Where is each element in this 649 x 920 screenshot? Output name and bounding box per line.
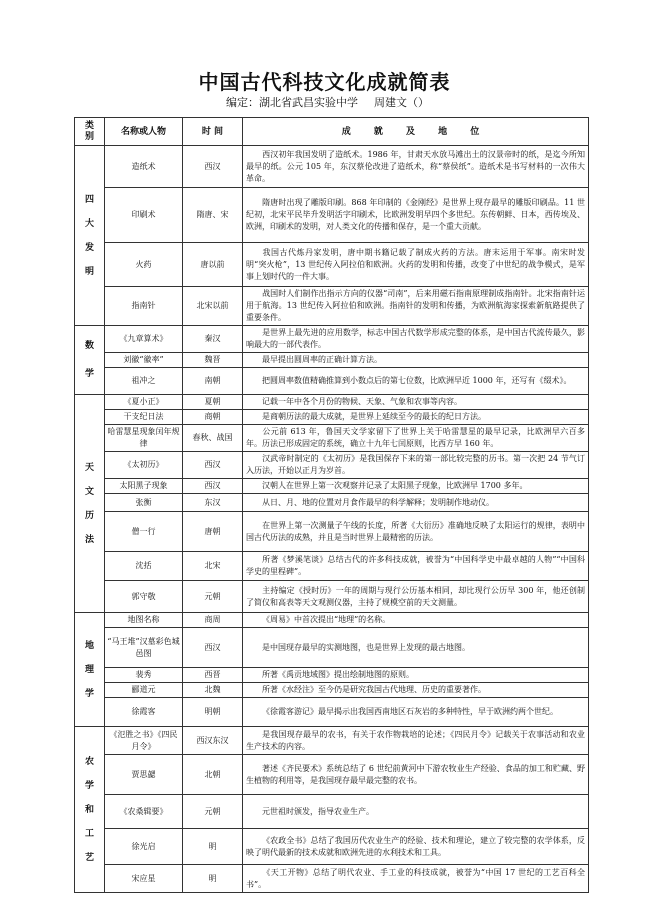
item-time: 西汉 bbox=[183, 628, 243, 668]
item-description-text: 主持编定《授时历》一年的周期与现行公历基本相同，却比现行公历早 300 年，他还创制了简仪和高表等天文观测仪器，主持了规模空前的天文测量。 bbox=[246, 585, 585, 607]
table-row bbox=[75, 683, 589, 698]
item-name: 郭守敬 bbox=[105, 581, 183, 613]
table-row bbox=[75, 628, 589, 668]
item-name: 僧一行 bbox=[105, 512, 183, 552]
item-description bbox=[243, 410, 589, 425]
item-description-text: 在世界上第一次测量子午线的长度，所著《大衍历》准确地反映了太阳运行的规律，表明中国古代历法的成熟，并且是当时世界上最精密的历法。 bbox=[246, 520, 585, 542]
item-description bbox=[243, 628, 589, 668]
table-row bbox=[75, 581, 589, 613]
item-description-text: 隋唐时出现了雕版印刷。868 年印制的《金刚经》是世界上现存最早的雕版印刷品。11 世纪初，北宋平民毕升发明活字印刷术，比欧洲发明早四个多世纪。东传朝鲜、日本，西传埃及、欧洲，印刷术的发明，对人类文化的传播和保存，是一个重大贡献。 bbox=[246, 198, 585, 231]
item-time: 西晋 bbox=[183, 668, 243, 683]
item-description-text: 《农政全书》总结了我国历代农业生产的经验、技术和理论，建立了较完整的农学体系，反映了明代最新的技术成就和欧洲先进的水利技术和工具。 bbox=[246, 835, 585, 857]
category-char: 天 bbox=[84, 462, 94, 473]
item-name: 太阳黑子现象 bbox=[105, 479, 183, 494]
table-header-row bbox=[75, 118, 589, 146]
item-time: 南朝 bbox=[183, 368, 243, 395]
item-time: 西汉东汉 bbox=[183, 727, 243, 755]
table-row bbox=[75, 494, 589, 512]
table-row bbox=[75, 613, 589, 628]
item-description-text: 是我国现存最早的农书，有关于农作物栽培的论述；《四民月令》记载关于农事活动和农业生产技术的内容。 bbox=[246, 729, 585, 751]
item-description bbox=[243, 368, 589, 395]
item-description bbox=[243, 425, 589, 452]
item-time: 明 bbox=[183, 829, 243, 865]
item-time: 元朝 bbox=[183, 795, 243, 829]
table-row bbox=[75, 326, 589, 353]
item-description-text: 战国时人们制作出指示方向的仪器“司南”，后来用磁石指南原理制成指南针。北宋指南针运用于航海。13 世纪传入阿拉伯和欧洲。指南针的发明和传播，为欧洲航海家探索新航路提供了重要条件。 bbox=[246, 289, 585, 322]
item-time: 北宋以前 bbox=[183, 287, 243, 326]
item-name: “马王堆”汉墓彩色城邑图 bbox=[105, 628, 183, 668]
item-description bbox=[243, 829, 589, 865]
item-description bbox=[243, 287, 589, 326]
category-char: 数 bbox=[84, 341, 94, 351]
item-description bbox=[243, 755, 589, 795]
item-name: 祖冲之 bbox=[105, 368, 183, 395]
category-char: 学 bbox=[84, 780, 94, 791]
item-time: 明 bbox=[183, 865, 243, 893]
table-row bbox=[75, 353, 589, 368]
item-description-text: 最早提出圆周率的正确计算方法。 bbox=[262, 355, 382, 364]
item-time: 魏晋 bbox=[183, 353, 243, 368]
item-name: 《夏小正》 bbox=[105, 395, 183, 410]
category-char: 四 bbox=[84, 194, 94, 205]
category-char: 学 bbox=[84, 688, 94, 699]
item-description-text: 汉武帝时制定的《太初历》是我国保存下来的第一部比较完整的历书。第一次把 24 节气订入历法，开始以正月为岁首。 bbox=[246, 454, 585, 475]
category-cell bbox=[75, 395, 105, 613]
table-row bbox=[75, 865, 589, 893]
table-row bbox=[75, 698, 589, 727]
item-name: 指南针 bbox=[105, 287, 183, 326]
item-time: 隋唐、宋 bbox=[183, 188, 243, 243]
table-row bbox=[75, 395, 589, 410]
item-description bbox=[243, 865, 589, 893]
category-char: 明 bbox=[84, 266, 94, 277]
item-description bbox=[243, 698, 589, 727]
category-cell bbox=[75, 146, 105, 326]
item-description bbox=[243, 395, 589, 410]
item-description-text: 是商朝历法的最大成就，是世界上延续至今的最长的纪日方法。 bbox=[262, 412, 486, 421]
item-description-text: 西汉初年我国发明了造纸术。1986 年，甘肃天水放马滩出土的汉景帝时的纸，是迄今所知最早的纸。公元 105 年，东汉蔡伦改进了造纸术，称“蔡侯纸”。造纸术是书写材料的一次伟大革命。 bbox=[246, 149, 585, 183]
item-description bbox=[243, 452, 589, 479]
item-description bbox=[243, 552, 589, 581]
item-description-text: 所著《水经注》至今仍是研究我国古代地理、历史的重要著作。 bbox=[262, 685, 486, 694]
item-name: 火药 bbox=[105, 243, 183, 287]
category-char: 历 bbox=[84, 510, 94, 521]
item-time: 春秋、战国 bbox=[183, 425, 243, 452]
item-description bbox=[243, 795, 589, 829]
item-time: 秦汉 bbox=[183, 326, 243, 353]
item-name: 裴秀 bbox=[105, 668, 183, 683]
item-time: 商周 bbox=[183, 613, 243, 628]
item-description bbox=[243, 512, 589, 552]
table-row bbox=[75, 368, 589, 395]
item-name: 郦道元 bbox=[105, 683, 183, 698]
header-category: 类 别 bbox=[75, 118, 105, 146]
item-description-text: 是世界上最先进的应用数学，标志中国古代数学形成完整的体系，是中国古代流传最久，影响最大的一部代表作。 bbox=[246, 328, 585, 349]
item-time: 明朝 bbox=[183, 698, 243, 727]
item-description bbox=[243, 668, 589, 683]
category-char: 学 bbox=[84, 369, 94, 379]
item-description-text: 《天工开物》总结了明代农业、手工业的科技成就，被誉为“中国 17 世纪的工艺百科全书”。 bbox=[246, 867, 585, 889]
item-name: 徐霞客 bbox=[105, 698, 183, 727]
table-row bbox=[75, 146, 589, 188]
item-time: 北魏 bbox=[183, 683, 243, 698]
category-char: 工 bbox=[84, 828, 94, 839]
category-cell bbox=[75, 326, 105, 395]
item-description-text: 汉朝人在世界上第一次观察并记录了太阳黑子现象，比欧洲早 1700 多年。 bbox=[262, 481, 528, 490]
achievements-table bbox=[74, 117, 589, 893]
editor-label: 编定：湖北省武昌实验中学 bbox=[226, 96, 358, 109]
item-time: 西汉 bbox=[183, 146, 243, 188]
table-row bbox=[75, 727, 589, 755]
category-char: 和 bbox=[84, 804, 94, 815]
item-name: 《氾胜之书》《四民月令》 bbox=[105, 727, 183, 755]
header-time: 时 间 bbox=[183, 118, 243, 146]
category-char: 文 bbox=[84, 486, 94, 497]
table-row bbox=[75, 479, 589, 494]
item-name: 贾思勰 bbox=[105, 755, 183, 795]
item-description-text: 《周易》中首次提出“地理”的名称。 bbox=[262, 615, 391, 624]
table-row bbox=[75, 410, 589, 425]
item-description bbox=[243, 146, 589, 188]
table-row bbox=[75, 795, 589, 829]
item-description-text: 所著《梦溪笔谈》总结古代的许多科技成就，被誉为“中国科学史中最卓越的人物”“中国科学史的里程碑”。 bbox=[246, 555, 585, 576]
item-description-text: 著述《齐民要术》系统总结了 6 世纪前黄河中下游农牧业生产经验、食品的加工和贮藏、野生植物的利用等，是我国现存最早最完整的农书。 bbox=[246, 763, 585, 785]
item-description bbox=[243, 188, 589, 243]
item-description-text: 我国古代炼丹家发明，唐中期书籍记载了制成火药的方法。唐末运用于军事。南宋时发明“突火枪”，13 世纪传入阿拉伯和欧洲。火药的发明和传播，改变了中世纪的战争模式，是军事上划时代的一件大事。 bbox=[246, 247, 585, 281]
item-description bbox=[243, 683, 589, 698]
item-name: 地图名称 bbox=[105, 613, 183, 628]
item-time: 唐以前 bbox=[183, 243, 243, 287]
item-name: 干支纪日法 bbox=[105, 410, 183, 425]
item-name: 《太初历》 bbox=[105, 452, 183, 479]
item-name: 《九章算术》 bbox=[105, 326, 183, 353]
item-name: 徐光启 bbox=[105, 829, 183, 865]
category-char: 艺 bbox=[84, 852, 94, 863]
item-description-text: 公元前 613 年，鲁国天文学家留下了世界上关于哈雷慧星的最早记录，比欧洲早六百多年。历法已形成固定的系统，确立十九年七闰原则，比西方早 160 年。 bbox=[246, 427, 585, 448]
category-char: 发 bbox=[84, 242, 94, 253]
item-description bbox=[243, 326, 589, 353]
item-name: 刘徽“徽率” bbox=[105, 353, 183, 368]
category-cell bbox=[75, 613, 105, 727]
item-name: 张衡 bbox=[105, 494, 183, 512]
item-time: 西汉 bbox=[183, 452, 243, 479]
table-row bbox=[75, 755, 589, 795]
category-char: 地 bbox=[84, 640, 94, 651]
table-row bbox=[75, 188, 589, 243]
header-name: 名称或人物 bbox=[105, 118, 183, 146]
item-time: 北宋 bbox=[183, 552, 243, 581]
item-description-text: 记载一年中各个月份的物候、天象、气象和农事等内容。 bbox=[262, 397, 462, 406]
item-name: 印刷术 bbox=[105, 188, 183, 243]
item-description-text: 所著《禹贡地域图》提出绘制地图的原则。 bbox=[262, 670, 414, 679]
table-row bbox=[75, 668, 589, 683]
table-row bbox=[75, 552, 589, 581]
page-subtitle bbox=[226, 94, 429, 110]
table-row bbox=[75, 512, 589, 552]
item-description-text: 是中国现存最早的实测地图，也是世界上发现的最古地图。 bbox=[262, 642, 470, 652]
item-description-text: 《徐霞客游记》最早揭示出我国西南地区石灰岩的多种特性，早于欧洲约两个世纪。 bbox=[262, 707, 558, 716]
item-description bbox=[243, 479, 589, 494]
item-name: 造纸术 bbox=[105, 146, 183, 188]
table-row bbox=[75, 829, 589, 865]
item-name: 《农桑辑要》 bbox=[105, 795, 183, 829]
item-time: 夏朝 bbox=[183, 395, 243, 410]
item-description bbox=[243, 727, 589, 755]
category-char: 法 bbox=[84, 534, 94, 545]
item-name: 哈雷慧星现象闰年规律 bbox=[105, 425, 183, 452]
item-name: 沈括 bbox=[105, 552, 183, 581]
page-title: 中国古代科技文化成就简表 bbox=[198, 70, 451, 94]
category-char: 农 bbox=[84, 756, 94, 767]
item-description bbox=[243, 613, 589, 628]
category-char: 理 bbox=[84, 664, 94, 675]
item-time: 元朝 bbox=[183, 581, 243, 613]
item-name: 宋应星 bbox=[105, 865, 183, 893]
item-description-text: 元世祖时颁发，指导农业生产。 bbox=[262, 806, 374, 816]
item-time: 西汉 bbox=[183, 479, 243, 494]
table-row bbox=[75, 452, 589, 479]
item-description-text: 把圆周率数值精确推算到小数点后的第七位数，比欧洲早近 1000 年，还写有《缀术》。 bbox=[262, 376, 572, 385]
item-time: 北朝 bbox=[183, 755, 243, 795]
table-row bbox=[75, 243, 589, 287]
category-char: 大 bbox=[84, 218, 94, 229]
header-achievement: 成 就 及 地 位 bbox=[243, 118, 589, 146]
item-description bbox=[243, 243, 589, 287]
item-time: 唐朝 bbox=[183, 512, 243, 552]
item-time: 商朝 bbox=[183, 410, 243, 425]
teacher-label: 周建文（） bbox=[374, 96, 429, 109]
item-description bbox=[243, 353, 589, 368]
item-description bbox=[243, 581, 589, 613]
item-description-text: 从日、月、地的位置对月食作最早的科学解释；发明制作地动仪。 bbox=[262, 497, 494, 507]
table-row bbox=[75, 425, 589, 452]
table-row bbox=[75, 287, 589, 326]
item-time: 东汉 bbox=[183, 494, 243, 512]
category-cell bbox=[75, 727, 105, 893]
table-body bbox=[75, 146, 589, 893]
item-description bbox=[243, 494, 589, 512]
